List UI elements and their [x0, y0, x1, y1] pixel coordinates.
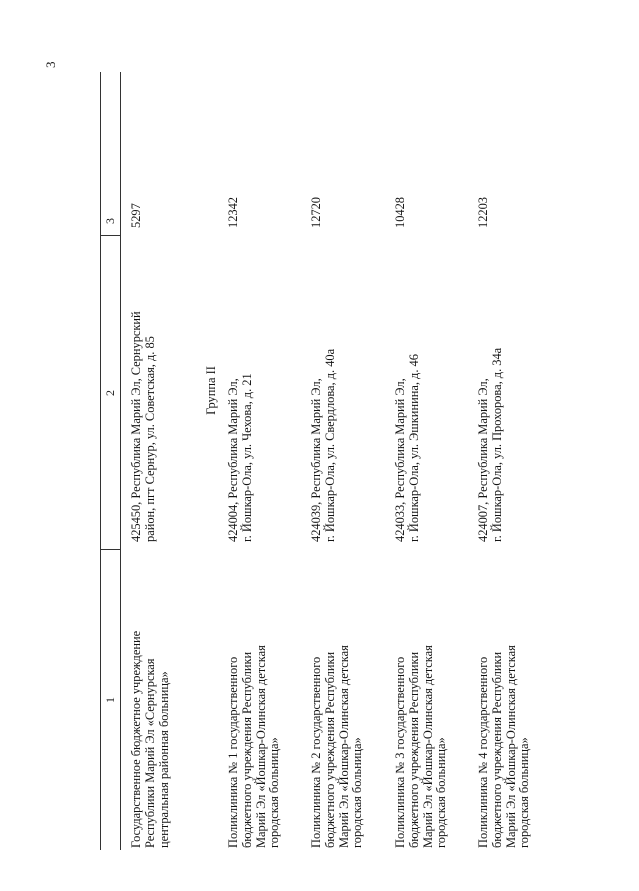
group-label: Группа II: [204, 366, 218, 415]
table-row-0-name: Государственное бюджетное учреждение Республики Марий Эл «Сернурская центральная районная больница»: [129, 630, 171, 848]
page-number: 3: [43, 61, 58, 68]
table-row-1-name: Поликлиника № 1 государственного бюджетного учреждения Республики Марий Эл «Йошкар-Олинская детская городская больница»: [226, 645, 282, 848]
table-row-4-address: 424007, Республика Марий Эл, г. Йошкар-Ола, ул. Прохорова, д. 34а: [476, 347, 504, 542]
table-row-2-address: 424039, Республика Марий Эл, г. Йошкар-Ола, ул. Свердлова, д. 40а: [309, 348, 337, 542]
table-row-1-address: 424004, Республика Марий Эл, г. Йошкар-Ола, ул. Чехова, д. 21: [226, 373, 254, 542]
column-header-2: 2: [103, 390, 117, 396]
column-header-1: 1: [103, 697, 117, 703]
table-row-2-name: Поликлиника № 2 государственного бюджетного учреждения Республики Марий Эл «Йошкар-Олинская детская городская больница»: [309, 645, 365, 848]
table-row-4-name: Поликлиника № 4 государственного бюджетного учреждения Республики Марий Эл «Йошкар-Олинская детская городская больница»: [476, 645, 532, 848]
table-row-0-value: 5297: [129, 203, 143, 228]
table-row-1-value: 12342: [226, 197, 240, 228]
table-row-2-value: 12720: [309, 197, 323, 228]
table-row-3-value: 10428: [393, 197, 407, 228]
table-row-3-name: Поликлиника № 3 государственного бюджетного учреждения Республики Марий Эл «Йошкар-Олинская детская городская больница»: [393, 645, 449, 848]
table-row-0-address: 425450, Республика Марий Эл, Сернурский район, пгт Сернур, ул. Советская, д. 85: [129, 311, 157, 542]
column-header-3: 3: [103, 218, 117, 224]
rotated-table: [100, 72, 530, 850]
table-row-3-address: 424033, Республика Марий Эл, г. Йошкар-Ола, ул. Эшкинина, д. 46: [393, 354, 421, 542]
table-row-4-value: 12203: [476, 197, 490, 228]
header-bottom-border: [120, 72, 121, 850]
